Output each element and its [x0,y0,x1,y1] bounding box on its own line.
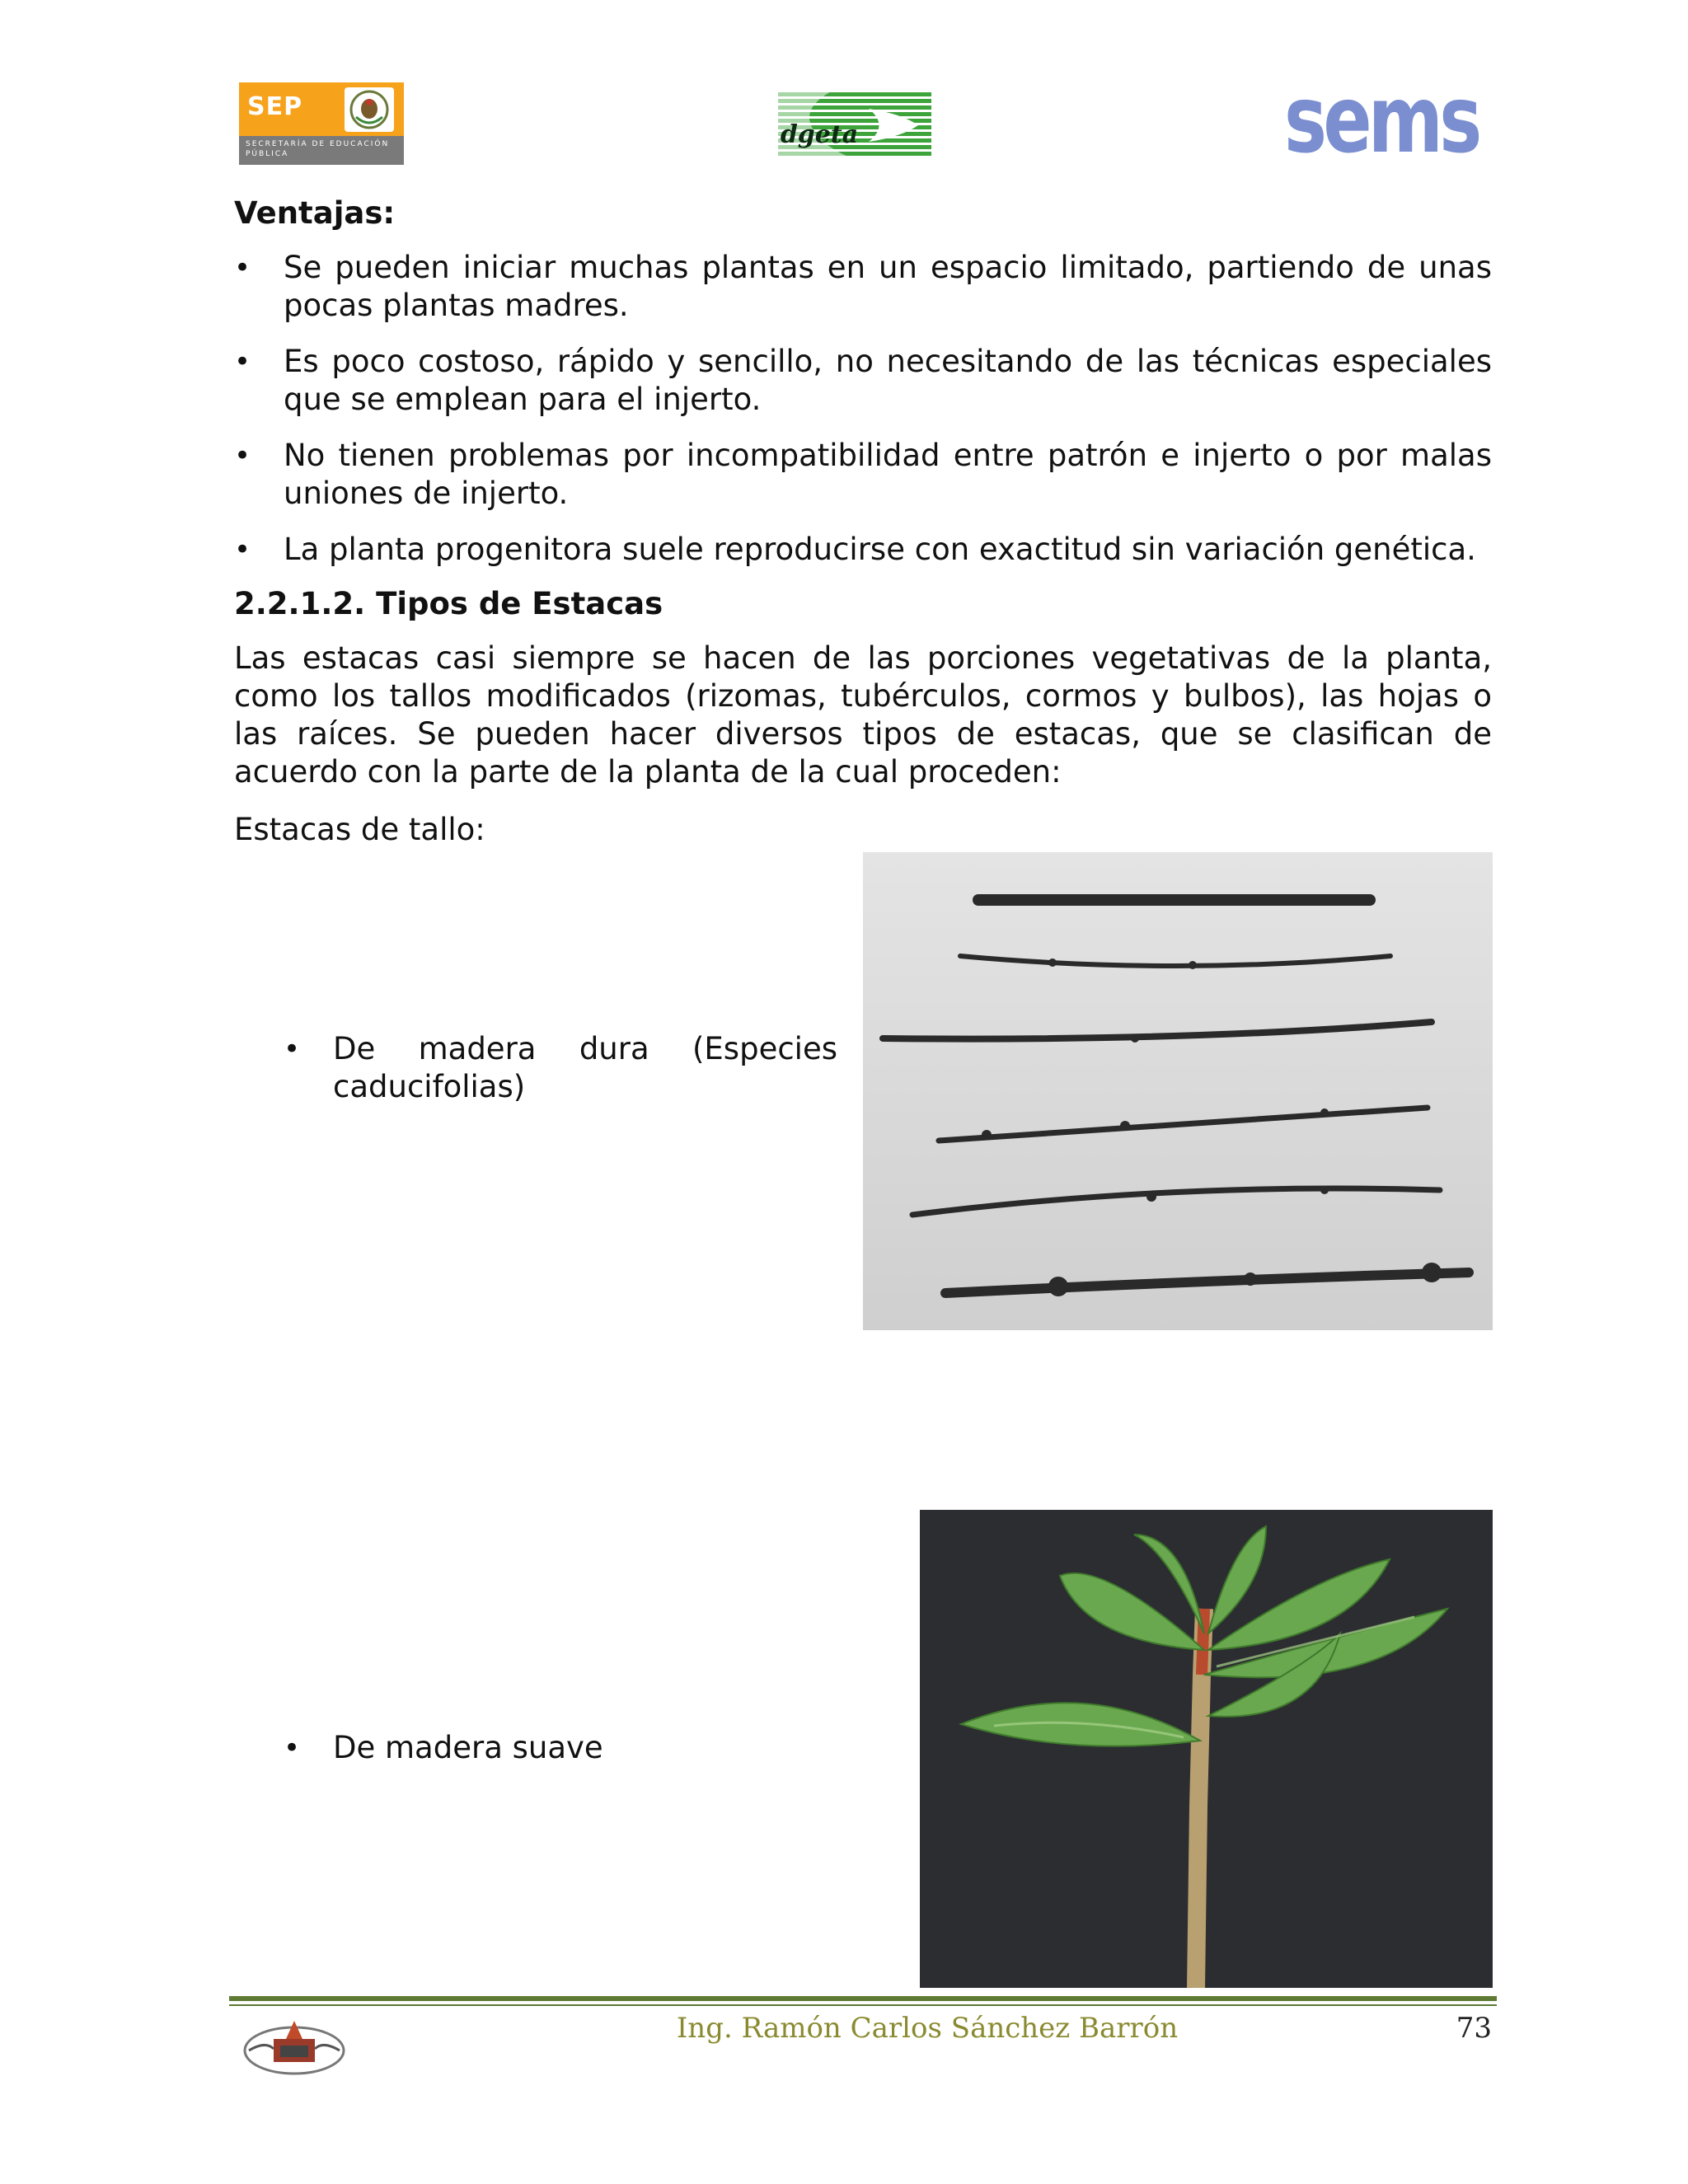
softwood-item: De madera suave [333,1730,603,1765]
bullet-icon: • [284,1033,301,1066]
school-emblem-icon [241,2016,348,2080]
page-number: 73 [1456,2012,1492,2045]
sep-logo [239,82,404,165]
mexican-seal-icon [345,87,394,132]
footer-rule-thin [229,2004,1497,2006]
softwood-cutting-photo [920,1510,1493,1988]
footer-rule [229,1996,1497,2001]
ventaja-item: No tienen problemas por incompatibilidad entre patrón e injerto o por malas uniones de injerto. [284,438,1492,511]
bullet-icon: • [234,251,251,284]
sep-logo-grey-band [239,136,404,165]
bullet-icon: • [234,533,251,566]
bullet-icon: • [284,1732,301,1765]
sep-logo-subtext: SECRETARÍA DE EDUCACIÓN PÚBLICA [246,140,390,158]
hardwood-item: De madera dura (Especies caducifolias) [333,1031,837,1104]
ventaja-item: Es poco costoso, rápido y sencillo, no necesitando de las técnicas especiales que se emplean para el injerto. [284,344,1492,417]
ventaja-item: La planta progenitora suele reproducirse con exactitud sin variación genética. [284,532,1476,567]
ventaja-item: Se pueden iniciar muchas plantas en un espacio limitado, partiendo de unas pocas plantas madres. [284,250,1492,323]
hardwood-cuttings-photo [863,852,1493,1330]
footer-author: Ing. Ramón Carlos Sánchez Barrón [676,2012,1179,2045]
dgeta-logo [778,89,931,162]
sems-logo: sems [1284,67,1479,174]
bullet-icon: • [234,345,251,378]
section-paragraph: Las estacas casi siempre se hacen de las porciones vegetativas de la planta, como los tallos modificados (rizomas, tubérculos, cormos y bulbos), las hojas o las raíces. Se pueden hacer diversos tipos de estacas, que se clasifican de acuerdo con la parte de la planta de la cual proceden: [234,640,1492,790]
stem-cuttings-label: Estacas de tallo: [234,812,485,847]
ventajas-heading: Ventajas: [234,195,396,231]
sep-logo-text: SEP [247,92,303,121]
section-title: 2.2.1.2. Tipos de Estacas [234,586,663,621]
dgeta-logo-text: dgeta [780,120,859,149]
bullet-icon: • [234,439,251,472]
